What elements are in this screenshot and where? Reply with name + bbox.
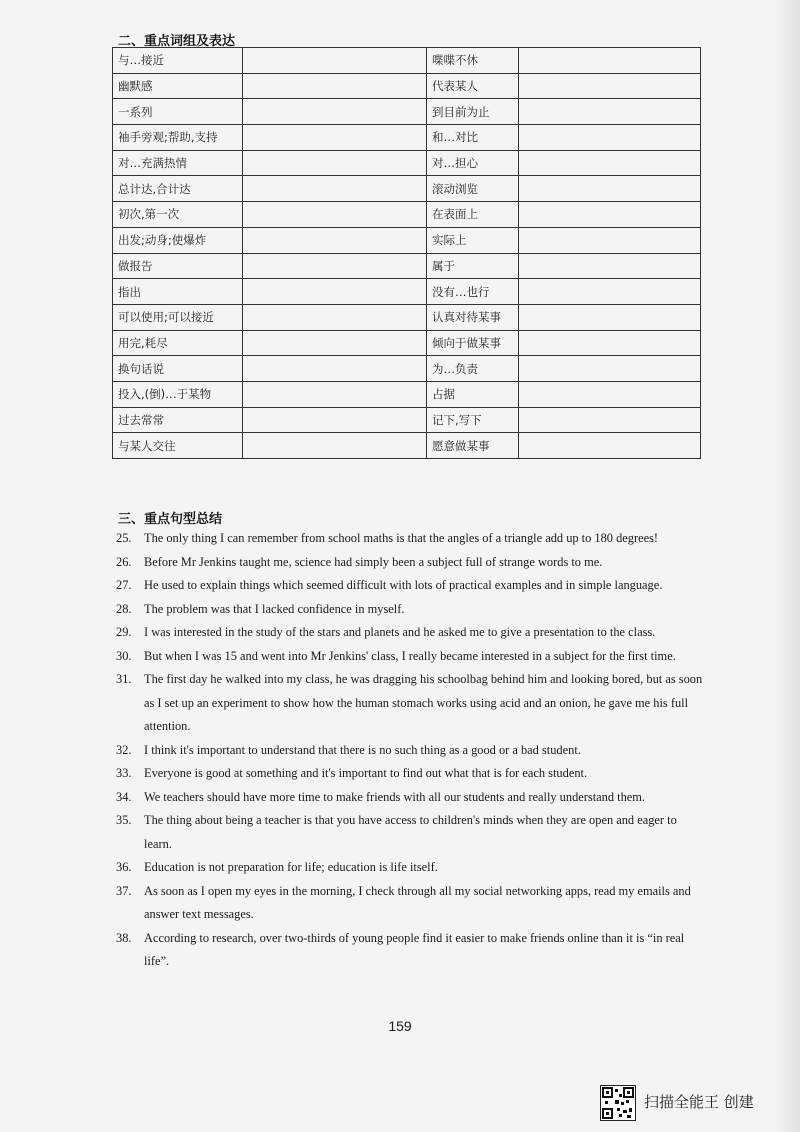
sentence-item bbox=[116, 809, 706, 856]
answer-blank-right bbox=[519, 176, 701, 202]
sentence-text: According to research, over two-thirds of young people find it easier to make friends online than it is “in real life”. bbox=[144, 930, 685, 968]
sentence-text: Education is not preparation for life; education is life itself. bbox=[144, 860, 438, 874]
sentence-text: The thing about being a teacher is that you have access to children's minds when they are open and eager to learn. bbox=[144, 813, 677, 851]
sentence-item bbox=[116, 621, 706, 645]
sentence-number: 31. bbox=[116, 672, 132, 686]
phrase-cn-right: 占据 bbox=[427, 381, 519, 407]
answer-blank-left bbox=[243, 202, 427, 228]
phrase-cn-right: 为…负责 bbox=[427, 356, 519, 382]
vocab-row bbox=[113, 176, 701, 202]
section3-title: 三、重点句型总结 bbox=[118, 512, 223, 527]
sentence-text: I think it's important to understand that there is no such thing as a good or a bad student. bbox=[144, 742, 581, 757]
phrase-cn-right: 实际上 bbox=[427, 227, 519, 253]
sentence-number: 25. bbox=[116, 531, 132, 545]
sentence-number: 38. bbox=[116, 930, 132, 945]
scanner-brand-label: 扫描全能王 创建 bbox=[644, 1093, 754, 1111]
answer-blank-right bbox=[519, 202, 701, 228]
answer-blank-left bbox=[243, 73, 427, 99]
sentence-number: 36. bbox=[116, 860, 132, 874]
answer-blank-left bbox=[243, 407, 427, 433]
vocab-row bbox=[113, 253, 701, 279]
answer-blank-left bbox=[243, 150, 427, 176]
phrase-cn-left: 幽默感 bbox=[113, 73, 243, 99]
phrase-cn-left: 对…充满热情 bbox=[113, 150, 243, 176]
phrase-cn-left: 总计达,合计达 bbox=[113, 176, 243, 202]
answer-blank-right bbox=[519, 73, 701, 99]
phrase-cn-right: 属于 bbox=[427, 253, 519, 279]
answer-blank-left bbox=[243, 99, 427, 125]
sentence-text: The problem was that I lacked confidence in myself. bbox=[144, 601, 405, 616]
answer-blank-left bbox=[243, 433, 427, 459]
answer-blank-left bbox=[243, 279, 427, 305]
phrase-cn-right: 到目前为止 bbox=[427, 99, 519, 125]
vocab-row bbox=[113, 407, 701, 433]
sentence-item bbox=[116, 927, 706, 974]
vocab-row bbox=[113, 99, 701, 125]
phrase-cn-right: 和…对比 bbox=[427, 125, 519, 151]
page-number: 159 bbox=[388, 1018, 412, 1034]
section2-title: 二、重点词组及表达 bbox=[118, 34, 236, 49]
sentence-number: 29. bbox=[116, 625, 132, 639]
sentence-item bbox=[116, 668, 706, 739]
phrase-cn-left: 投入,(倒)…于某物 bbox=[113, 381, 243, 407]
phrase-cn-right: 没有…也行 bbox=[427, 279, 519, 305]
sentence-item bbox=[116, 598, 706, 622]
sentence-text: We teachers should have more time to make friends with all our students and really understand them. bbox=[144, 789, 646, 804]
sentence-list bbox=[116, 527, 706, 974]
vocab-row bbox=[113, 125, 701, 151]
answer-blank-left bbox=[243, 356, 427, 382]
sentence-number: 30. bbox=[116, 648, 132, 663]
page-edge-shadow bbox=[776, 0, 800, 1132]
vocab-row bbox=[113, 304, 701, 330]
answer-blank-right bbox=[519, 433, 701, 459]
sentence-number: 37. bbox=[116, 883, 132, 898]
sentence-item bbox=[116, 880, 706, 927]
answer-blank-left bbox=[243, 330, 427, 356]
phrase-cn-right: 愿意做某事 bbox=[427, 433, 519, 459]
sentence-number: 34. bbox=[116, 789, 132, 804]
vocab-row bbox=[113, 202, 701, 228]
phrase-cn-left: 初次,第一次 bbox=[113, 202, 243, 228]
sentence-number: 28. bbox=[116, 601, 132, 616]
answer-blank-right bbox=[519, 381, 701, 407]
vocab-row bbox=[113, 356, 701, 382]
sentence-text: I was interested in the study of the stars and planets and he asked me to give a presentation to the class. bbox=[144, 625, 656, 639]
vocab-row bbox=[113, 381, 701, 407]
answer-blank-right bbox=[519, 304, 701, 330]
answer-blank-left bbox=[243, 381, 427, 407]
answer-blank-left bbox=[243, 48, 427, 74]
sentence-text: Everyone is good at something and it's important to find out what that is for each student. bbox=[144, 766, 588, 780]
sentence-item bbox=[116, 786, 706, 810]
phrase-cn-left: 与…接近 bbox=[113, 48, 243, 74]
vocab-row bbox=[113, 433, 701, 459]
phrase-cn-right: 代表某人 bbox=[427, 73, 519, 99]
vocab-row bbox=[113, 73, 701, 99]
sentence-text: The only thing I can remember from school maths is that the angles of a triangle add up to 180 degrees! bbox=[144, 531, 659, 545]
sentence-text: He used to explain things which seemed difficult with lots of practical examples and in simple language. bbox=[144, 578, 663, 592]
phrase-cn-left: 用完,耗尽 bbox=[113, 330, 243, 356]
sentence-number: 32. bbox=[116, 742, 132, 757]
phrase-cn-left: 过去常常 bbox=[113, 407, 243, 433]
answer-blank-left bbox=[243, 176, 427, 202]
answer-blank-right bbox=[519, 227, 701, 253]
vocab-row bbox=[113, 227, 701, 253]
phrase-cn-left: 可以使用;可以接近 bbox=[113, 304, 243, 330]
sentence-item bbox=[116, 527, 706, 551]
vocab-table bbox=[112, 47, 701, 459]
phrase-cn-left: 一系列 bbox=[113, 99, 243, 125]
answer-blank-right bbox=[519, 150, 701, 176]
answer-blank-right bbox=[519, 279, 701, 305]
phrase-cn-right: 倾向于做某事 bbox=[427, 330, 519, 356]
phrase-cn-right: 喋喋不休 bbox=[427, 48, 519, 74]
answer-blank-right bbox=[519, 125, 701, 151]
answer-blank-right bbox=[519, 48, 701, 74]
phrase-cn-right: 认真对待某事 bbox=[427, 304, 519, 330]
answer-blank-right bbox=[519, 407, 701, 433]
phrase-cn-right: 记下,写下 bbox=[427, 407, 519, 433]
sentence-text: But when I was 15 and went into Mr Jenkins' class, I really became interested in a subject for the first time. bbox=[144, 648, 676, 663]
answer-blank-right bbox=[519, 356, 701, 382]
vocab-row bbox=[113, 48, 701, 74]
phrase-cn-left: 袖手旁观;帮助,支持 bbox=[113, 125, 243, 151]
sentence-item bbox=[116, 574, 706, 598]
phrase-cn-left: 做报告 bbox=[113, 253, 243, 279]
vocab-row bbox=[113, 150, 701, 176]
sentence-item bbox=[116, 551, 706, 575]
vocab-row bbox=[113, 279, 701, 305]
sentence-item bbox=[116, 739, 706, 763]
sentence-item bbox=[116, 645, 706, 669]
sentence-number: 33. bbox=[116, 766, 132, 780]
answer-blank-right bbox=[519, 330, 701, 356]
sentence-number: 35. bbox=[116, 813, 132, 827]
sentence-text: The first day he walked into my class, he was dragging his schoolbag behind him and looking bored, but as soon as I set up an experiment to show how the human stomach works using acid and an onion, he gave me his full attention. bbox=[144, 672, 703, 733]
sentence-number: 26. bbox=[116, 554, 132, 569]
phrase-cn-left: 换句话说 bbox=[113, 356, 243, 382]
sentence-text: As soon as I open my eyes in the morning, I check through all my social networking apps, read my emails and answer text messages. bbox=[144, 883, 691, 921]
phrase-cn-left: 与某人交往 bbox=[113, 433, 243, 459]
phrase-cn-left: 出发;动身;使爆炸 bbox=[113, 227, 243, 253]
answer-blank-right bbox=[519, 99, 701, 125]
sentence-text: Before Mr Jenkins taught me, science had simply been a subject full of strange words to me. bbox=[144, 554, 603, 569]
phrase-cn-left: 指出 bbox=[113, 279, 243, 305]
sentence-item bbox=[116, 762, 706, 786]
phrase-cn-right: 对…担心 bbox=[427, 150, 519, 176]
qr-code-icon bbox=[600, 1085, 636, 1121]
answer-blank-left bbox=[243, 253, 427, 279]
sentence-number: 27. bbox=[116, 578, 132, 592]
vocab-row bbox=[113, 330, 701, 356]
answer-blank-right bbox=[519, 253, 701, 279]
phrase-cn-right: 滚动浏览 bbox=[427, 176, 519, 202]
answer-blank-left bbox=[243, 304, 427, 330]
phrase-cn-right: 在表面上 bbox=[427, 202, 519, 228]
answer-blank-left bbox=[243, 125, 427, 151]
sentence-item bbox=[116, 856, 706, 880]
answer-blank-left bbox=[243, 227, 427, 253]
